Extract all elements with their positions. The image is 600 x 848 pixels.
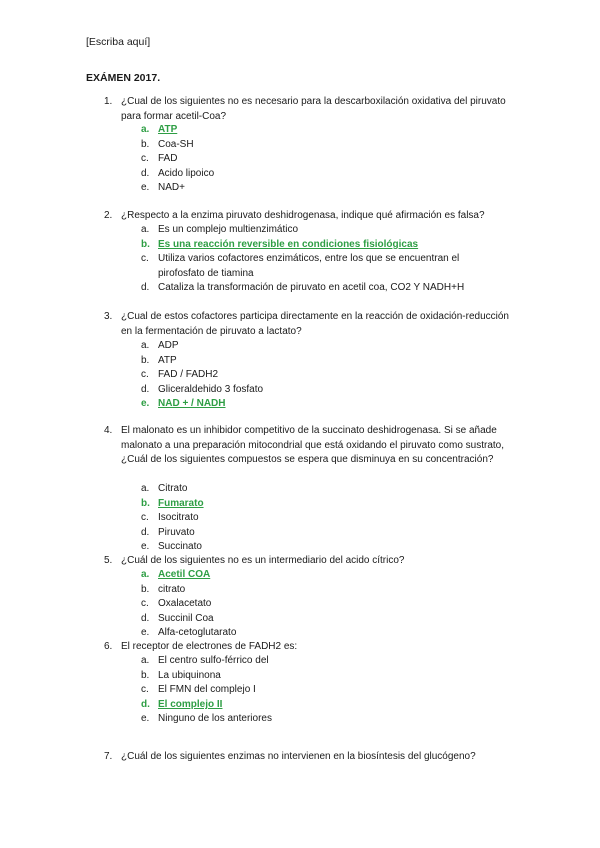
options-6 [0, 654, 600, 727]
option-letter: d. [141, 282, 150, 294]
option-6d[interactable] [0, 698, 600, 713]
option-text: Citrato [158, 483, 188, 494]
option-4c[interactable] [0, 511, 600, 526]
option-3d[interactable] [0, 383, 600, 398]
option-letter: e. [141, 182, 150, 194]
option-letter: e. [141, 713, 150, 725]
option-letter: c. [141, 253, 149, 265]
question-number: 2. [104, 210, 113, 221]
option-letter: a. [141, 569, 150, 580]
option-1e[interactable] [0, 181, 600, 196]
option-text: Isocitrato [158, 512, 199, 524]
option-letter: b. [141, 497, 150, 509]
question-number: 1. [104, 96, 113, 107]
option-1d[interactable] [0, 167, 600, 182]
option-text: Succinil Coa [158, 612, 214, 624]
option-text: Utiliza varios cofactores enzimáticos, entre los que se encuentran el pirofosfato de tiamina [158, 253, 460, 279]
question-text: El receptor de electrones de FADH2 es: [121, 641, 298, 652]
option-3a[interactable] [0, 339, 600, 354]
question-text: ¿Cuál de los siguientes enzimas no intervienen en la biosíntesis del glucógeno? [121, 751, 476, 762]
option-2d[interactable] [0, 281, 600, 296]
option-text: Coa-SH [158, 138, 194, 150]
option-text: Alfa-cetoglutarato [158, 627, 237, 639]
option-letter: c. [141, 512, 149, 524]
option-letter: d. [141, 612, 150, 624]
option-text: Acido lipoico [158, 167, 215, 179]
option-text: ATP [158, 124, 178, 135]
option-text: ATP [158, 354, 177, 366]
option-6a[interactable] [0, 654, 600, 669]
option-text: NAD+ [158, 182, 185, 194]
option-text: El complejo II [158, 698, 223, 710]
option-letter: d. [141, 167, 150, 179]
option-text: El centro sulfo-férrico del [158, 655, 269, 666]
option-letter: d. [141, 383, 150, 395]
question-text: El malonato es un inhibidor competitivo de la succinato deshidrogenasa. Si se añade malonato a una preparación mitocondrial que está oxidando el piruvato como sustrato, ¿Cuál de los siguientes compuestos se espera que disminuya en su concentración? [121, 425, 505, 466]
question-text: ¿Respecto a la enzima piruvato deshidrogenasa, indique qué afirmación es falsa? [121, 210, 485, 221]
option-letter: a. [141, 655, 150, 666]
option-2c[interactable] [0, 252, 600, 281]
option-letter: e. [141, 541, 150, 553]
question-number: 4. [104, 425, 113, 436]
option-text: Cataliza la transformación de piruvato en acetil coa, CO2 Y NADH+H [158, 282, 465, 294]
option-6e[interactable] [0, 712, 600, 727]
option-2a[interactable] [0, 223, 600, 238]
question-number: 3. [104, 311, 113, 322]
option-3b[interactable] [0, 354, 600, 369]
option-text: La ubiquinona [158, 669, 221, 681]
option-3e[interactable] [0, 397, 600, 412]
option-letter: a. [141, 340, 150, 351]
option-4d[interactable] [0, 526, 600, 541]
question-number: 6. [104, 641, 113, 652]
options-1 [0, 123, 600, 196]
option-letter: a. [141, 124, 150, 135]
option-2b[interactable] [0, 238, 600, 253]
option-text: Succinato [158, 541, 202, 553]
option-letter: c. [141, 369, 149, 381]
option-text: Es un complejo multienzimático [158, 224, 299, 235]
option-5a[interactable] [0, 568, 600, 583]
option-text: Acetil COA [158, 569, 211, 580]
option-3c[interactable] [0, 368, 600, 383]
option-5c[interactable] [0, 597, 600, 612]
option-6c[interactable] [0, 683, 600, 698]
option-4a[interactable] [0, 482, 600, 497]
option-letter: a. [141, 224, 150, 235]
question-text: ¿Cual de los siguientes no es necesario para la descarboxilación oxidativa del piruvato para formar acetil-Coa? [121, 96, 506, 122]
option-text: ADP [158, 340, 179, 351]
option-text: Es una reacción reversible en condiciones fisiológicas [158, 238, 419, 250]
option-4e[interactable] [0, 540, 600, 555]
option-text: Piruvato [158, 526, 195, 538]
options-2 [0, 223, 600, 296]
option-letter: b. [141, 354, 150, 366]
option-letter: d. [141, 526, 150, 538]
question-number: 5. [104, 555, 113, 566]
option-text: NAD + / NADH [158, 398, 226, 410]
options-3 [0, 339, 600, 412]
option-letter: b. [141, 138, 150, 150]
option-text: citrato [158, 583, 186, 595]
option-letter: b. [141, 238, 150, 250]
option-letter: c. [141, 684, 149, 696]
option-4b[interactable] [0, 497, 600, 512]
option-letter: c. [141, 598, 149, 610]
option-letter: d. [141, 698, 150, 710]
page-header: [Escriba aquí] [86, 36, 151, 48]
option-letter: a. [141, 483, 150, 494]
option-1b[interactable] [0, 138, 600, 153]
option-text: Ninguno de los anteriores [158, 713, 272, 725]
option-1a[interactable] [0, 123, 600, 138]
option-text: Gliceraldehido 3 fosfato [158, 383, 264, 395]
option-1c[interactable] [0, 152, 600, 167]
option-letter: c. [141, 153, 149, 165]
option-text: FAD / FADH2 [158, 369, 219, 381]
option-text: FAD [158, 153, 178, 165]
option-letter: e. [141, 398, 150, 410]
option-letter: b. [141, 669, 150, 681]
option-text: El FMN del complejo I [158, 684, 256, 696]
options-4 [0, 482, 600, 555]
question-number: 7. [104, 751, 113, 762]
options-5 [0, 568, 600, 641]
option-5d[interactable] [0, 612, 600, 627]
exam-title: EXÁMEN 2017. [86, 72, 161, 84]
question-text: ¿Cuál de los siguientes no es un intermediario del acido cítrico? [121, 555, 405, 566]
option-text: Oxalacetato [158, 598, 212, 610]
option-6b[interactable] [0, 669, 600, 684]
question-text: ¿Cual de estos cofactores participa directamente en la reacción de oxidación-reducción en la fermentación de piruvato a lactato? [121, 311, 509, 337]
option-5e[interactable] [0, 626, 600, 641]
option-letter: b. [141, 583, 150, 595]
option-text: Fumarato [158, 497, 204, 509]
option-letter: e. [141, 627, 150, 639]
option-5b[interactable] [0, 583, 600, 598]
